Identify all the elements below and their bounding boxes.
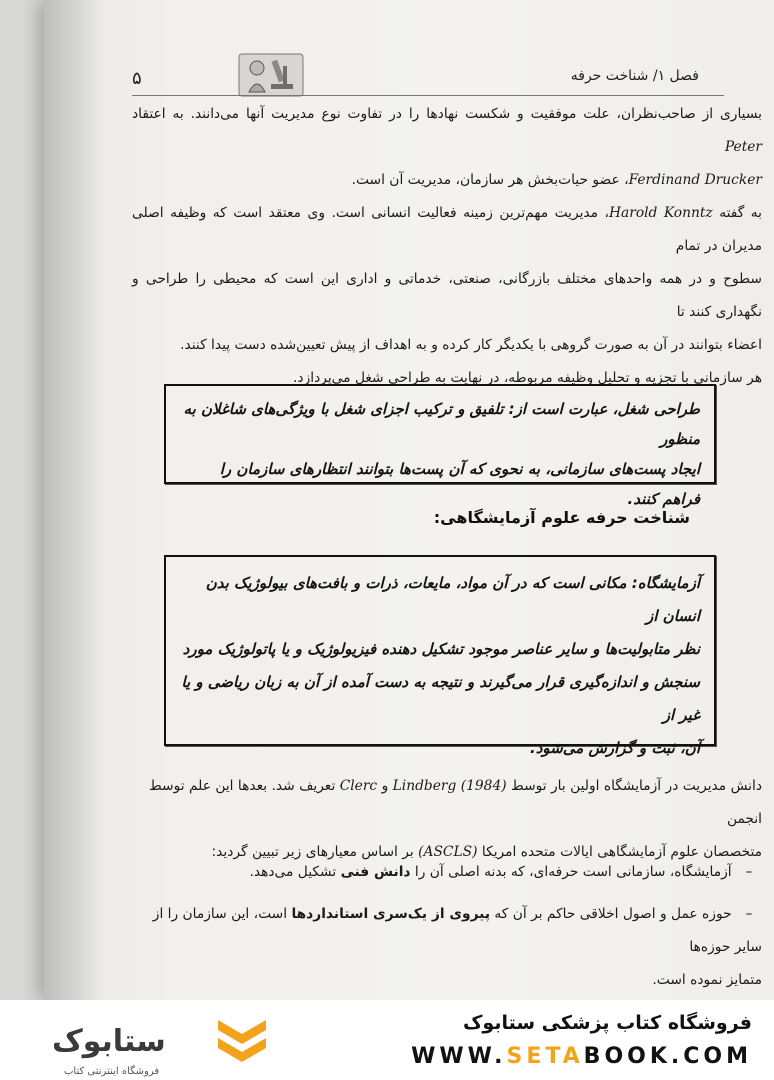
job-design-definition-box [164, 384, 716, 508]
criteria-text-end: تشکیل می‌دهد. [249, 864, 337, 880]
criteria-text-end: است، این سازمان را از سایر حوزه‌ها [152, 906, 762, 955]
name-peter: Peter [724, 139, 762, 155]
criteria-text-continued: متمایز نموده است. [652, 972, 762, 988]
criteria-text: آزمایشگاه، سازمانی است حرفه‌ای، که بدنه اصلی آن را [414, 864, 732, 880]
section-heading: شناخت حرفه علوم آزمایشگاهی: [433, 508, 690, 527]
page-number: ۵ [132, 68, 142, 89]
lab-line-4: آن، ثبت و گزارش می‌شود. [530, 739, 700, 757]
criteria-item [132, 856, 762, 889]
history-line-1c: و [381, 778, 389, 794]
name-lindberg: Lindberg (1984) [392, 778, 507, 794]
url-suffix: BOOK.COM [583, 1044, 752, 1069]
lab-line-1: آزمایشگاه: مکانی است که در آن مواد، مایعات، ذرات و بافت‌های بیولوژیک بدن انسان از [205, 574, 700, 625]
page-curl-shadow [44, 0, 104, 1000]
intro-line-5: اعضاء بتوانند در آن به صورت گروهی با یکدیگر کار کرده و به اهداف از پیش تعیین‌شده دست پیدا کنند. [180, 337, 762, 353]
logo-subtitle: فروشگاه اینترنتی کتاب [64, 1066, 160, 1077]
intro-line-3-prefix: به گفته [719, 205, 763, 221]
history-paragraph [132, 770, 762, 869]
lab-line-2: نظر متابولیت‌ها و سایر عناصر موجود تشکیل دهنده فیزیولوژیک و یا پاتولوژیک مورد [182, 640, 700, 658]
url-accent: SETA [506, 1044, 584, 1069]
header-divider [132, 95, 724, 96]
criteria-item [132, 898, 762, 997]
bullet-dash: – [745, 864, 753, 880]
definition-line-2: ایجاد پست‌های سازمانی، به نحوی که آن پست‌ها بتوانند انتظارهای سازمان را فراهم کنند. [219, 460, 700, 508]
name-clerc: Clerc [339, 778, 378, 794]
lab-line-3: سنجش و اندازه‌گیری قرار می‌گیرند و نتیجه به دست آمده از آن به زبان ریاضی و یا غیر از [181, 673, 700, 724]
url-prefix: WWW. [411, 1044, 507, 1069]
acronym-ascls: (ASCLS) [418, 844, 478, 860]
name-drucker: Ferdinand Drucker [628, 172, 762, 188]
intro-paragraph [132, 98, 762, 395]
chevron-logo-icon [212, 1014, 272, 1070]
setabook-logo [24, 1010, 184, 1077]
book-page [44, 0, 774, 1000]
criteria-text: حوزه عمل و اصول اخلاقی حاکم بر آن که [494, 906, 732, 922]
microscope-icon [237, 52, 305, 98]
logo-wordmark: ستابوک [52, 1024, 166, 1059]
definition-line-1: طراحی شغل، عبارت است از: تلفیق و ترکیب اجزای شغل با ویژگی‌های شاغلان به منظور [183, 400, 700, 448]
store-url[interactable] [411, 1044, 752, 1069]
intro-line-3: ، مدیریت مهم‌ترین زمینه فعالیت انسانی است. وی معتقد است که وظیفه اصلی مدیران در تمام [132, 205, 762, 254]
intro-line-2: ، عضو حیات‌بخش هر سازمان، مدیریت آن است. [351, 172, 629, 188]
criteria-bold: پیروی از یک‌سری استانداردها [291, 906, 490, 922]
name-konntz: Harold Konntz [608, 205, 713, 221]
history-line-1a: دانش مدیریت در آزمایشگاه اولین بار توسط [511, 778, 762, 794]
history-line-2c: بر اساس معیارهای زیر تبیین گردید: [211, 844, 414, 860]
page-header [132, 58, 754, 98]
laboratory-definition-box [164, 555, 716, 757]
store-name: فروشگاه کتاب پزشکی ستابوک [462, 1012, 752, 1034]
intro-line-1: بسیاری از صاحب‌نظران، علت موفقیت و شکست نهادها را در تفاوت نوع مدیریت آنها می‌دانند. به اعتقاد [132, 106, 762, 122]
history-line-2a: متخصصان علوم آزمایشگاهی ایالات متحده امریکا [481, 844, 762, 860]
intro-line-4: سطوح و در همه واحدهای مختلف بازرگانی، صنعتی، خدماتی و اداری این است که محیطی را طراحی و نگهداری کنند تا [132, 271, 762, 320]
criteria-bold: دانش فنی [340, 864, 411, 880]
chapter-title: فصل ۱/ شناخت حرفه [570, 68, 699, 84]
bullet-dash: – [745, 906, 753, 922]
history-line-1e: تعریف شد. بعدها این علم توسط انجمن [148, 778, 762, 827]
intro-line-6: هر سازمانی با تجزیه و تحلیل وظیفه مربوطه، در نهایت به طراحی شغل می‌پردازد. [293, 370, 762, 386]
store-footer-banner [0, 1000, 774, 1080]
